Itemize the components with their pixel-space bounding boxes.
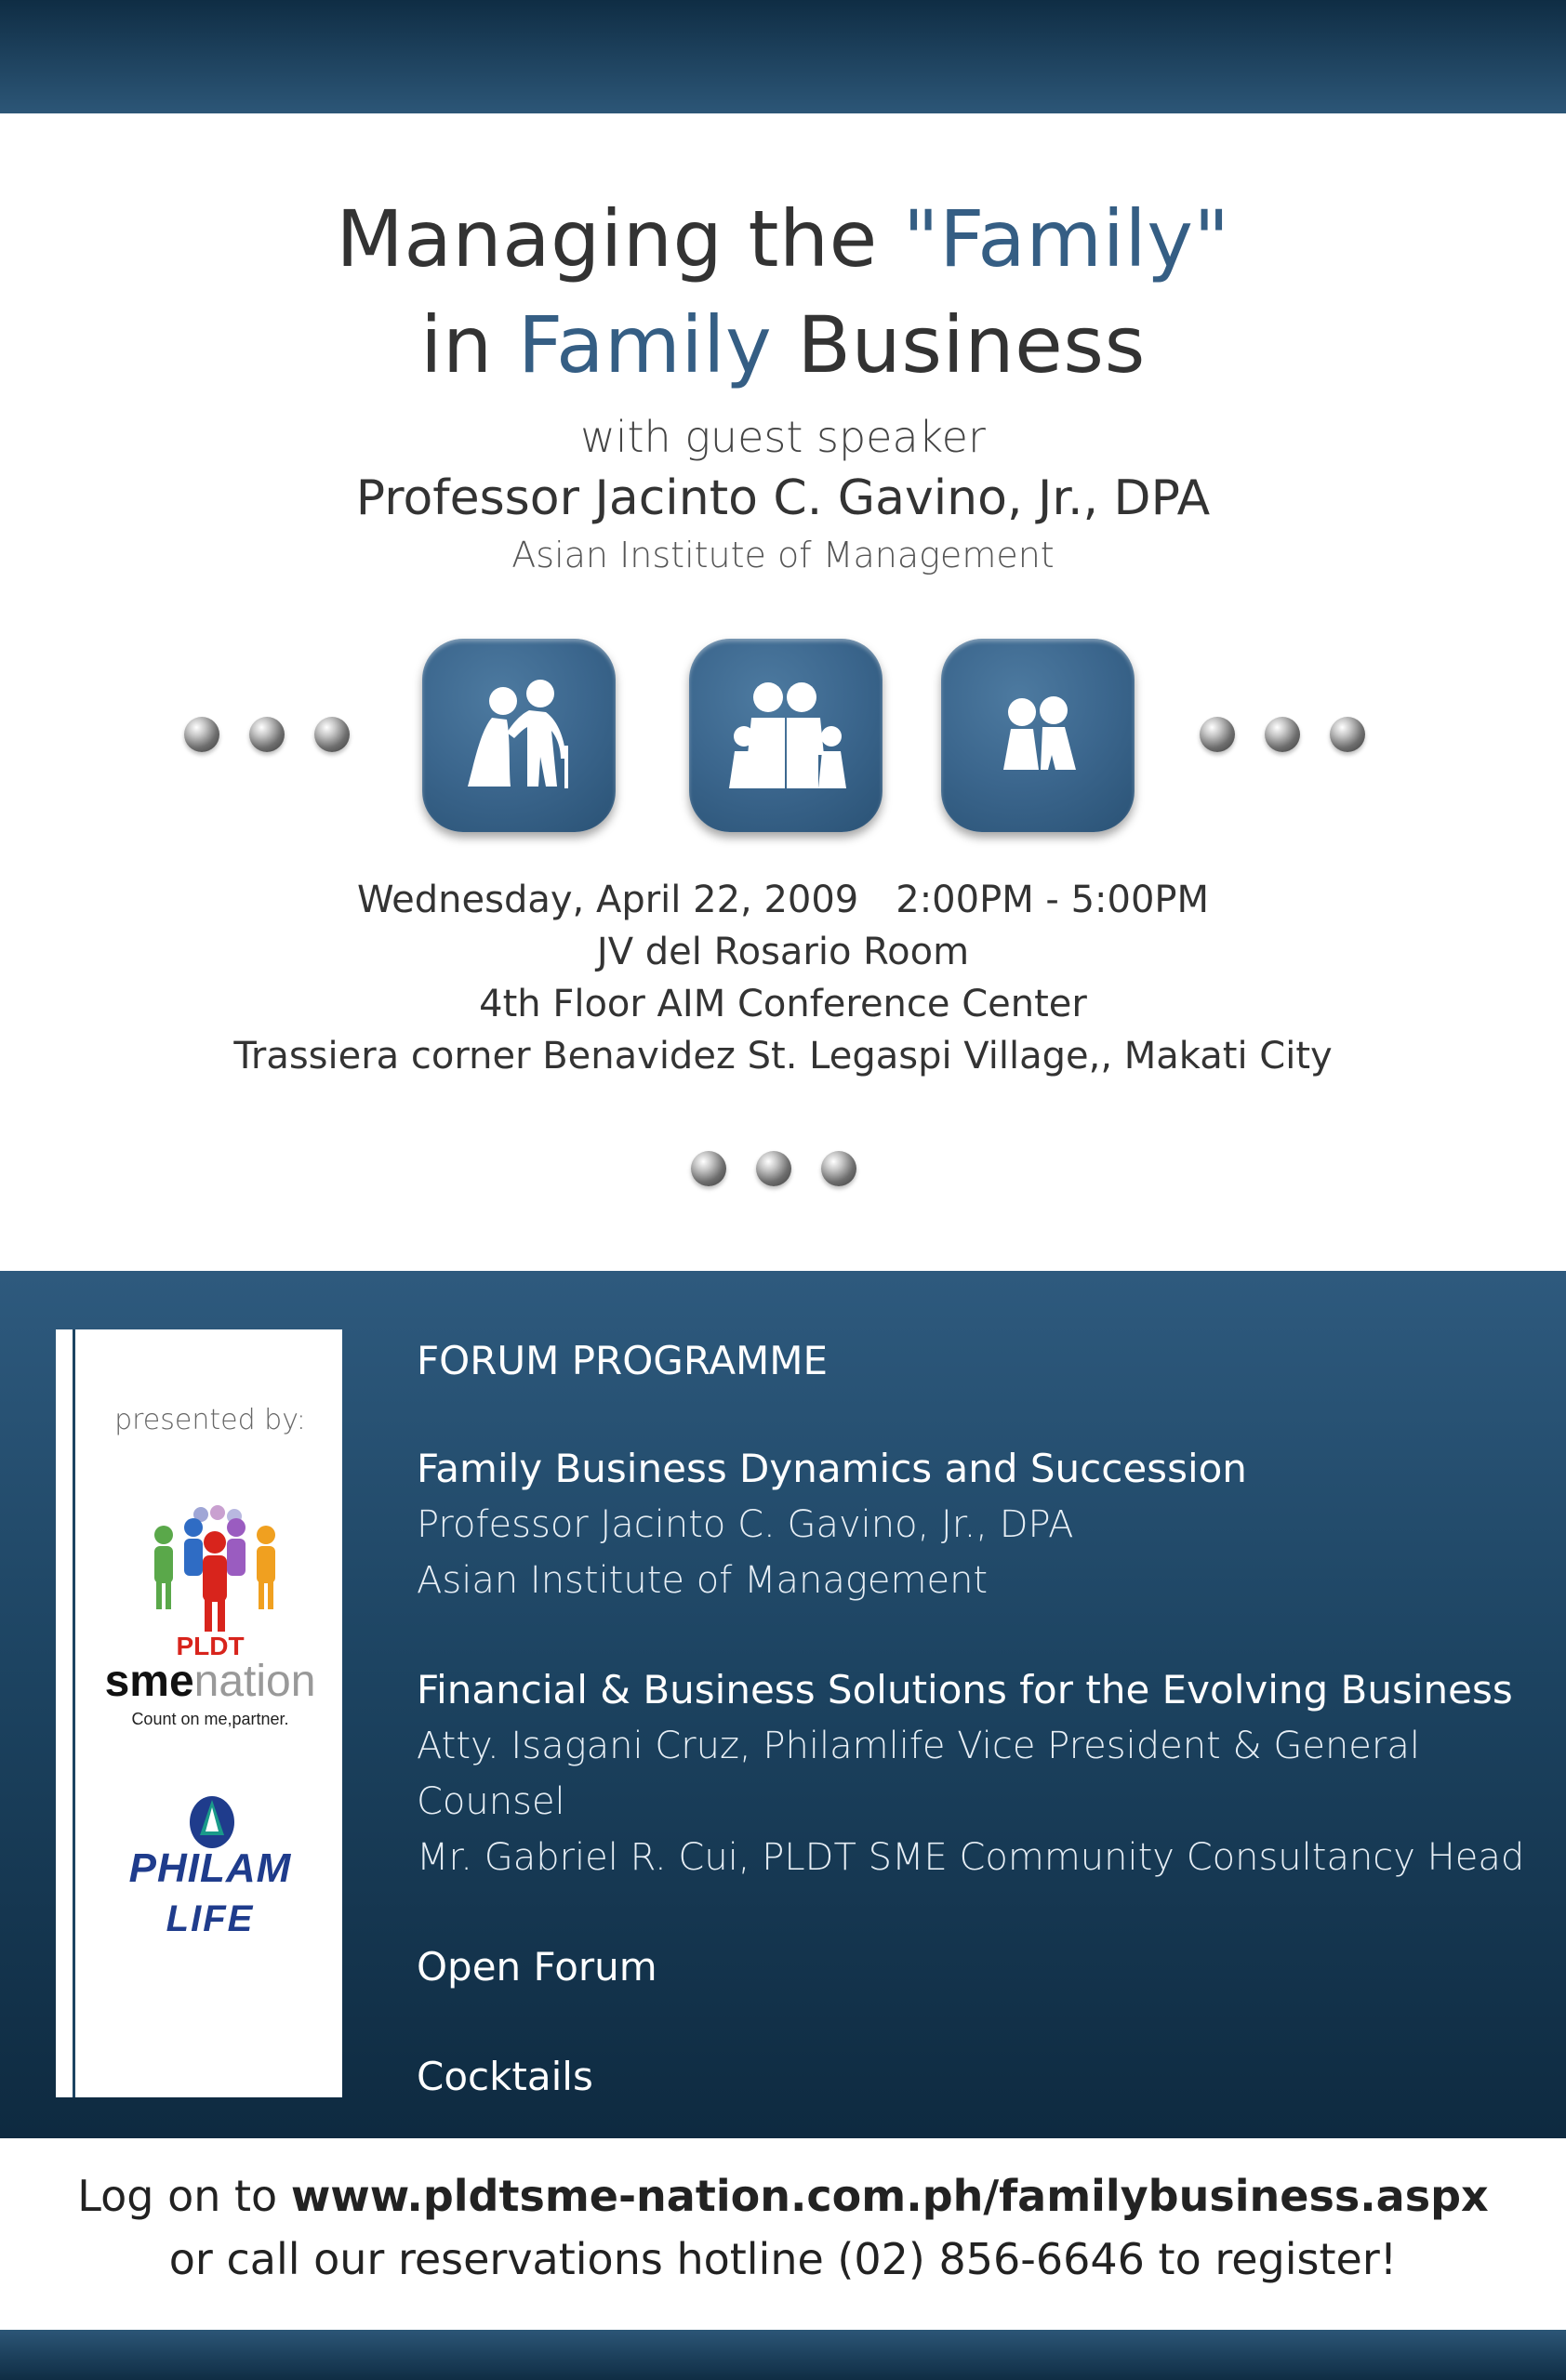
dot xyxy=(249,717,285,752)
sponsor-box-inner xyxy=(73,1329,342,2097)
programme-item-title: Family Business Dynamics and Succession xyxy=(417,1446,1247,1491)
dot xyxy=(1330,717,1365,752)
dot xyxy=(1200,717,1235,752)
programme-item-line: Asian Institute of Management xyxy=(417,1559,989,1602)
elderly-couple-icon xyxy=(422,639,616,832)
top-banner-bar xyxy=(0,0,1566,113)
title-line-1 xyxy=(0,186,1566,292)
event-details xyxy=(0,874,1566,1082)
dot xyxy=(1265,717,1300,752)
forum-programme xyxy=(417,1331,1533,2159)
cta-line-2: or call our reservations hotline (02) 856-6646 to register! xyxy=(168,2234,1398,2284)
programme-item-title: Open Forum xyxy=(417,1944,657,1990)
speaker-institution: Asian Institute of Management xyxy=(511,535,1055,575)
life-label: LIFE xyxy=(166,1898,255,1939)
bottom-banner-bar xyxy=(0,2330,1566,2380)
dot xyxy=(821,1151,856,1186)
programme-item-title: Cocktails xyxy=(417,2054,593,2099)
programme-item xyxy=(417,1939,1533,1995)
page-title xyxy=(0,186,1566,398)
programme-item xyxy=(417,1662,1533,1885)
dot xyxy=(691,1151,726,1186)
dot xyxy=(756,1151,791,1186)
speaker-name: Professor Jacinto C. Gavino, Jr., DPA xyxy=(355,470,1211,526)
family-icon xyxy=(689,639,883,832)
title-text: Business xyxy=(772,299,1146,390)
guest-intro: with guest speaker xyxy=(580,412,986,462)
registration-call-to-action xyxy=(0,2164,1566,2291)
programme-heading: FORUM PROGRAMME xyxy=(417,1338,829,1383)
event-date: Wednesday, April 22, 2009 xyxy=(356,879,859,921)
event-time: 2:00PM - 5:00PM xyxy=(896,879,1210,921)
sme-bold: sme xyxy=(104,1657,194,1706)
title-text: Managing the xyxy=(336,193,904,284)
sme-nation-wordmark xyxy=(94,1658,326,1706)
decorative-dots-right xyxy=(1200,717,1365,752)
cta-line-1 xyxy=(0,2164,1566,2228)
philam-life-logo xyxy=(85,1794,336,1952)
presented-by-label: presented by: xyxy=(114,1404,306,1436)
programme-item xyxy=(417,2049,1533,2105)
programme-item-line: Atty. Isagani Cruz, Philamlife Vice President & General Counsel xyxy=(417,1725,1420,1823)
event-floor: 4th Floor AIM Conference Center xyxy=(479,983,1087,1025)
sponsor-box xyxy=(56,1329,338,2097)
registration-link[interactable]: www.pldtsme-nation.com.ph/familybusiness.aspx xyxy=(290,2171,1489,2221)
decorative-dots-left xyxy=(184,717,350,752)
programme-item-title: Financial & Business Solutions for the Evolving Business xyxy=(417,1667,1513,1712)
event-address: Trassiera corner Benavidez St. Legaspi Village,, Makati City xyxy=(233,1035,1333,1078)
cta-text: Log on to xyxy=(77,2171,291,2221)
philam-label: PHILAM xyxy=(128,1845,292,1891)
sme-tagline: Count on me,partner. xyxy=(131,1710,289,1728)
title-line-2 xyxy=(0,292,1566,398)
decorative-dots-center xyxy=(691,1151,856,1186)
title-highlight: Family xyxy=(517,299,773,390)
sme-light: nation xyxy=(193,1657,316,1706)
event-datetime xyxy=(0,874,1566,926)
programme-item-line: Mr. Gabriel R. Cui, PLDT SME Community Consultancy Head xyxy=(417,1836,1525,1879)
dot xyxy=(184,717,219,752)
event-room: JV del Rosario Room xyxy=(596,931,970,973)
pldt-label: PLDT xyxy=(176,1632,245,1660)
sme-people-icon xyxy=(136,1501,294,1641)
pldt-sme-nation-logo xyxy=(94,1501,326,1734)
title-text: in xyxy=(420,299,518,390)
programme-item-line: Professor Jacinto C. Gavino, Jr., DPA xyxy=(417,1503,1074,1546)
dot xyxy=(314,717,350,752)
couple-icon xyxy=(941,639,1135,832)
programme-item xyxy=(417,1441,1533,1608)
title-highlight: "Family" xyxy=(903,193,1230,284)
